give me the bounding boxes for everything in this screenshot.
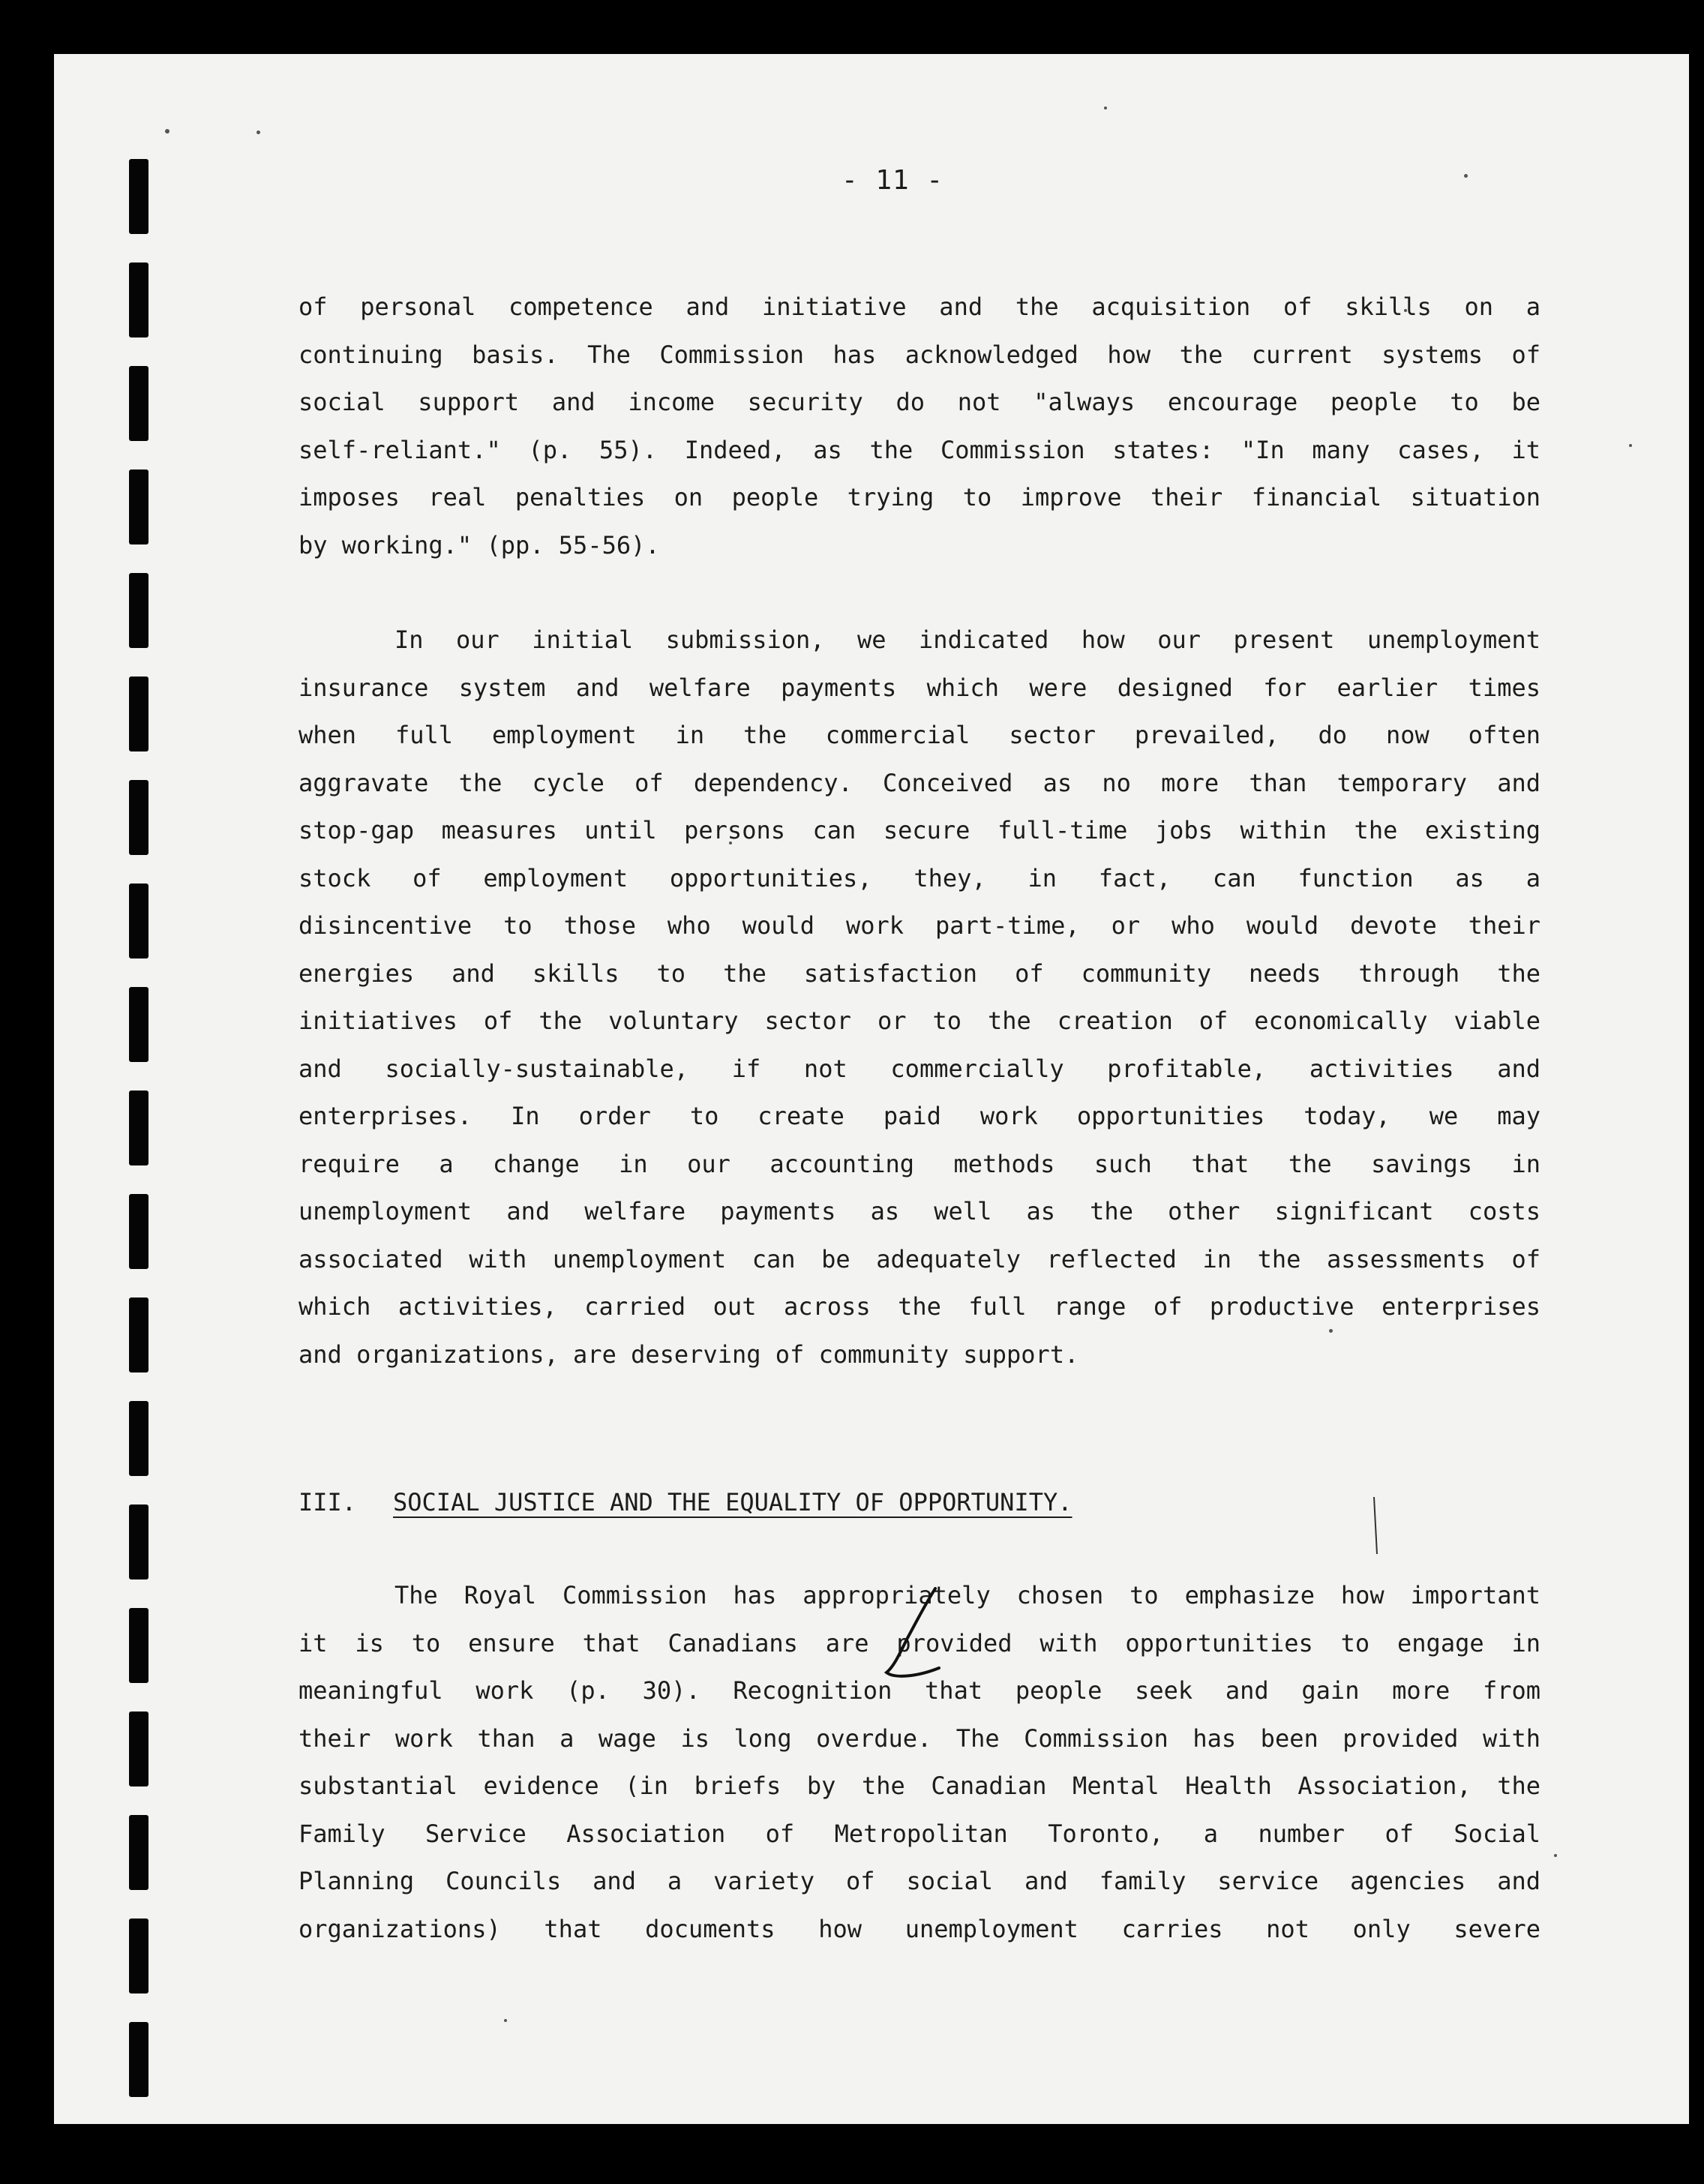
- text-line: and organizations, are deserving of community support.: [298, 1340, 1079, 1369]
- text-line: it is to ensure that Canadians are provided with opportunities to engage in: [298, 1628, 1540, 1658]
- punch-hole: [129, 884, 148, 958]
- text-line: stock of employment opportunities, they, in fact, can function as a: [298, 863, 1540, 892]
- text-line: stop-gap measures until persons can secure full-time jobs within the existing: [298, 816, 1540, 844]
- punch-hole: [129, 1401, 148, 1476]
- text-line: disincentive to those who would work part-time, or who would devote their: [298, 911, 1540, 940]
- text-line: continuing basis. The Commission has acknowledged how the current systems of: [298, 340, 1540, 369]
- paragraph-2: [298, 616, 1540, 1378]
- text-line: when full employment in the commercial sector prevailed, do now often: [298, 721, 1540, 749]
- punch-hole: [129, 987, 148, 1062]
- text-line: by working." (pp. 55-56).: [298, 530, 660, 560]
- punch-hole: [129, 1194, 148, 1269]
- text-line: associated with unemployment can be adequately reflected in the assessments of: [298, 1244, 1540, 1274]
- text-line: unemployment and welfare payments as well as the other significant costs: [298, 1197, 1540, 1226]
- text-line: require a change in our accounting methods such that the savings in: [298, 1149, 1540, 1178]
- page-number: - 11 -: [842, 165, 944, 196]
- section-heading: [298, 1479, 1072, 1526]
- text-line: Planning Councils and a variety of social and family service agencies and: [298, 1867, 1540, 1895]
- punch-hole: [129, 676, 148, 752]
- punch-hole: [129, 1504, 148, 1580]
- punch-hole: [129, 2022, 148, 2097]
- punch-hole: [129, 1090, 148, 1166]
- punch-hole: [129, 780, 148, 855]
- punch-hole: [129, 470, 148, 544]
- text-line: their work than a wage is long overdue. The Commission has been provided with: [298, 1724, 1540, 1753]
- text-line: imposes real penalties on people trying to improve their financial situation: [298, 483, 1540, 512]
- pen-stroke: [1374, 1497, 1377, 1554]
- section-number: III.: [298, 1488, 357, 1516]
- text-line: In our initial submission, we indicated how our present unemployment: [394, 626, 1540, 654]
- punch-hole: [129, 1712, 148, 1786]
- text-line: and socially-sustainable, if not commercially profitable, activities and: [298, 1054, 1540, 1083]
- text-line: self-reliant." (p. 55). Indeed, as the Commission states: "In many cases, it: [298, 435, 1540, 464]
- text-line: aggravate the cycle of dependency. Conceived as no more than temporary and: [298, 768, 1540, 797]
- paragraph-3: [298, 1572, 1540, 1953]
- text-line: substantial evidence (in briefs by the Canadian Mental Health Association, the: [298, 1772, 1540, 1800]
- text-line: of personal competence and initiative and the acquisition of skills on a: [298, 292, 1540, 321]
- paragraph-1: [298, 284, 1540, 569]
- punch-hole: [129, 1815, 148, 1890]
- text-line: organizations) that documents how unemployment carries not only severe: [298, 1914, 1540, 1943]
- text-line: enterprises. In order to create paid work opportunities today, we may: [298, 1102, 1540, 1130]
- punch-hole: [129, 1298, 148, 1372]
- document-page: [54, 54, 1689, 2124]
- punch-hole: [129, 573, 148, 648]
- punch-hole: [129, 366, 148, 441]
- text-line: energies and skills to the satisfaction of community needs through the: [298, 958, 1540, 988]
- text-line: initiatives of the voluntary sector or to the creation of economically viable: [298, 1006, 1540, 1035]
- punch-hole: [129, 159, 148, 234]
- text-line: social support and income security do not "always encourage people to be: [298, 388, 1540, 416]
- punch-hole: [129, 1608, 148, 1683]
- text-line: The Royal Commission has appropriately chosen to emphasize how important: [394, 1581, 1540, 1610]
- text-line: which activities, carried out across the full range of productive enterprises: [298, 1292, 1540, 1321]
- text-line: meaningful work (p. 30). Recognition that people seek and gain more from: [298, 1676, 1540, 1705]
- punch-hole: [129, 262, 148, 338]
- section-title: SOCIAL JUSTICE AND THE EQUALITY OF OPPORTUNITY.: [393, 1488, 1072, 1516]
- punch-hole: [129, 1918, 148, 1994]
- text-line: Family Service Association of Metropolitan Toronto, a number of Social: [298, 1819, 1540, 1848]
- text-line: insurance system and welfare payments which were designed for earlier times: [298, 673, 1540, 702]
- punch-hole-strip: [129, 159, 152, 2124]
